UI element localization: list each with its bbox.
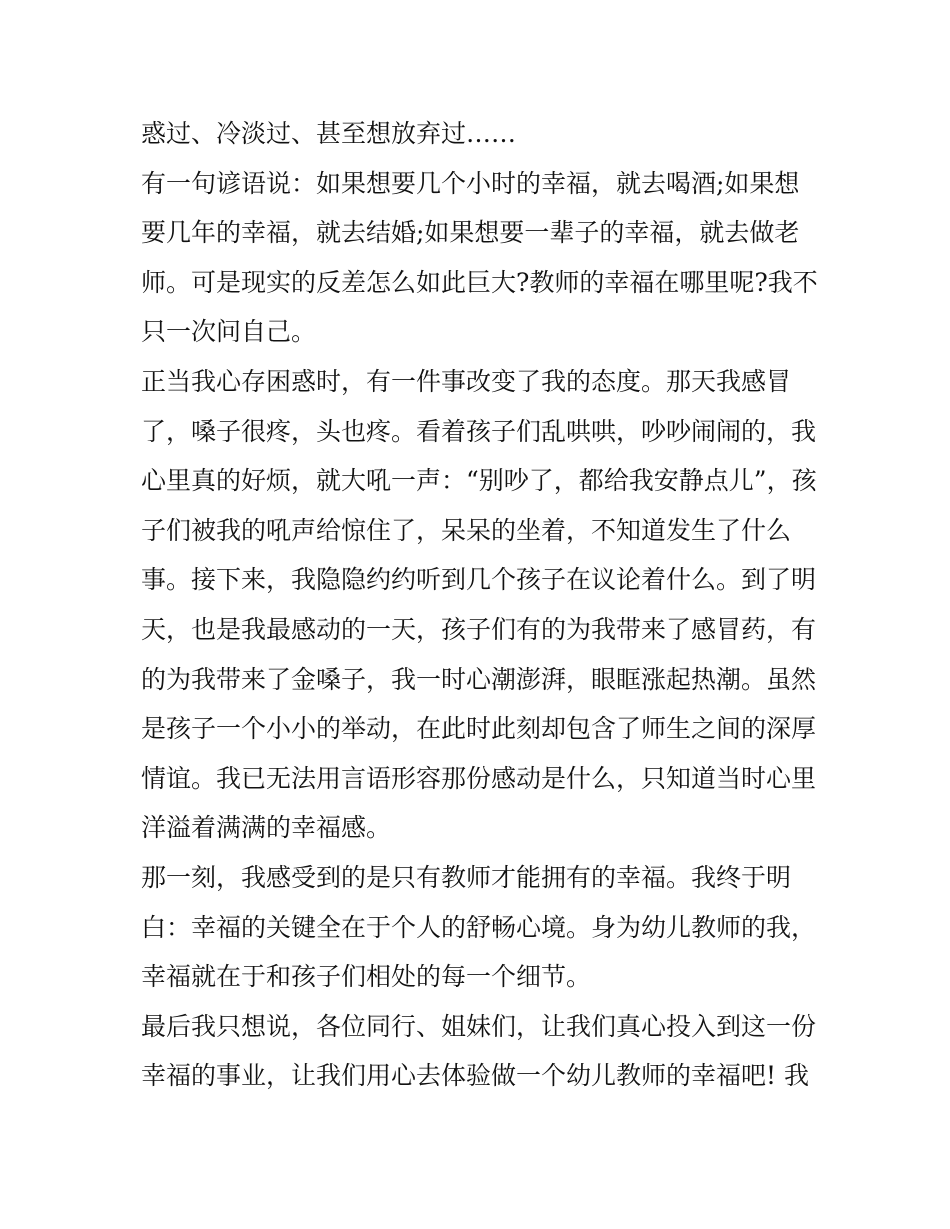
text-line-10: 事。接下来，我隐隐约约听到几个孩子在议论着什么。到了明 — [141, 565, 817, 595]
text-line-18: 幸福就在于和孩子们相处的每一个细节。 — [141, 962, 592, 992]
text-line-6: 正当我心存困惑时，有一件事改变了我的态度。那天我感冒 — [141, 366, 792, 396]
text-line-5: 只一次问自己。 — [141, 317, 317, 347]
text-line-4: 师。可是现实的反差怎么如此巨大?教师的幸福在哪里呢?我不 — [141, 267, 818, 297]
text-line-7: 了，嗓子很疼，头也疼。看着孩子们乱哄哄，吵吵闹闹的，我 — [141, 416, 817, 446]
text-line-14: 情谊。我已无法用言语形容那份感动是什么，只知道当时心里 — [141, 763, 817, 793]
text-line-19: 最后我只想说，各位同行、姐妹们，让我们真心投入到这一份 — [141, 1011, 817, 1041]
text-line-12: 的为我带来了金嗓子，我一时心潮澎湃，眼眶涨起热潮。虽然 — [141, 664, 817, 694]
text-line-13: 是孩子一个小小的举动，在此时此刻却包含了师生之间的深厚 — [141, 714, 817, 744]
text-line-11: 天，也是我最感动的一天，孩子们有的为我带来了感冒药，有 — [141, 614, 817, 644]
text-line-20: 幸福的事业，让我们用心去体验做一个幼儿教师的幸福吧! 我 — [141, 1061, 809, 1091]
text-line-9: 子们被我的吼声给惊住了，呆呆的坐着，不知道发生了什么 — [141, 515, 792, 545]
text-line-17: 白：幸福的关键全在于个人的舒畅心境。身为幼儿教师的我， — [141, 912, 817, 942]
body-text — [141, 109, 821, 1101]
text-line-8: 心里真的好烦，就大吼一声：“别吵了，都给我安静点儿”，孩 — [141, 466, 817, 496]
text-line-15: 洋溢着满满的幸福感。 — [141, 813, 392, 843]
text-line-1: 惑过、冷淡过、甚至想放弃过…… — [141, 119, 517, 148]
text-line-2: 有一句谚语说：如果想要几个小时的幸福，就去喝酒;如果想 — [141, 168, 800, 198]
text-line-3: 要几年的幸福，就去结婚;如果想要一辈子的幸福，就去做老 — [141, 218, 800, 248]
text-line-16: 那一刻，我感受到的是只有教师才能拥有的幸福。我终于明 — [141, 862, 792, 892]
